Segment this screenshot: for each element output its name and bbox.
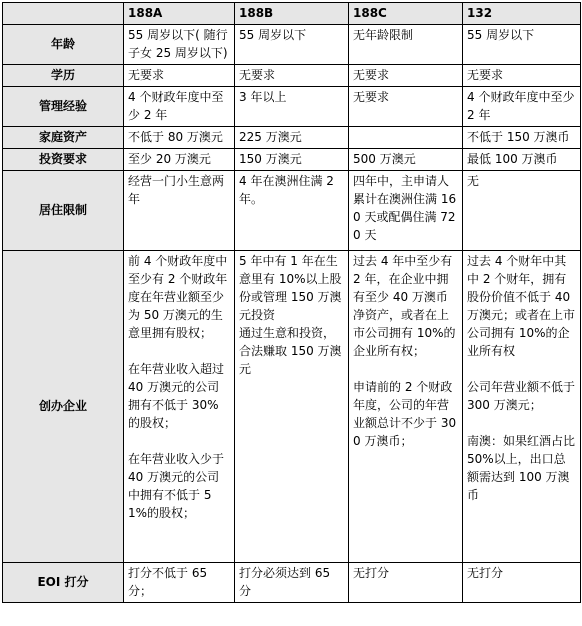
cell-eoi-188a: 打分不低于 65 分； bbox=[124, 563, 235, 603]
row-education bbox=[3, 65, 581, 87]
cell-assets-188a: 不低于 80 万澳元 bbox=[124, 127, 235, 149]
cell-residence-188b: 4 年在澳洲住满 2 年。 bbox=[235, 171, 349, 251]
cell-business-132: 过去 4 个财年中其中 2 个财年，拥有股份价值不低于 40 万澳元；或者在上市公司拥有 10%的企业所有权 公司年营业额不低于 300 万澳元； 南澳：如果红酒占比 50%以上，出口总额需达到 100 万澳币 bbox=[463, 251, 581, 563]
cell-education-188a: 无要求 bbox=[124, 65, 235, 87]
cell-eoi-188c: 无打分 bbox=[349, 563, 463, 603]
header-188a: 188A bbox=[124, 3, 235, 25]
label-education: 学历 bbox=[3, 65, 124, 87]
cell-education-132: 无要求 bbox=[463, 65, 581, 87]
row-business bbox=[3, 251, 581, 563]
visa-comparison-table bbox=[2, 2, 581, 603]
header-188c: 188C bbox=[349, 3, 463, 25]
row-residence bbox=[3, 171, 581, 251]
cell-residence-132: 无 bbox=[463, 171, 581, 251]
header-132: 132 bbox=[463, 3, 581, 25]
cell-business-188c: 过去 4 年中至少有 2 年，在企业中拥有至少 40 万澳币净资产，或者在上市公司拥有 10%的企业所有权； 申请前的 2 个财政年度，公司的年营业额总计不少于 300 万澳币； bbox=[349, 251, 463, 563]
label-investment: 投资要求 bbox=[3, 149, 124, 171]
label-assets: 家庭资产 bbox=[3, 127, 124, 149]
cell-age-188b: 55 周岁以下 bbox=[235, 25, 349, 65]
label-age: 年龄 bbox=[3, 25, 124, 65]
row-age bbox=[3, 25, 581, 65]
row-experience bbox=[3, 87, 581, 127]
cell-investment-188a: 至少 20 万澳元 bbox=[124, 149, 235, 171]
row-assets bbox=[3, 127, 581, 149]
cell-experience-188a: 4 个财政年度中至少 2 年 bbox=[124, 87, 235, 127]
cell-business-188b: 5 年中有 1 年在生意里有 10%以上股份或管理 150 万澳元投资 通过生意和投资，合法赚取 150 万澳元 bbox=[235, 251, 349, 563]
row-eoi bbox=[3, 563, 581, 603]
cell-age-188c: 无年龄限制 bbox=[349, 25, 463, 65]
label-experience: 管理经验 bbox=[3, 87, 124, 127]
cell-experience-132: 4 个财政年度中至少 2 年 bbox=[463, 87, 581, 127]
label-business: 创办企业 bbox=[3, 251, 124, 563]
cell-age-188a: 55 周岁以下( 随行子女 25 周岁以下) bbox=[124, 25, 235, 65]
cell-experience-188c: 无要求 bbox=[349, 87, 463, 127]
header-188b: 188B bbox=[235, 3, 349, 25]
cell-assets-132: 不低于 150 万澳币 bbox=[463, 127, 581, 149]
cell-experience-188b: 3 年以上 bbox=[235, 87, 349, 127]
row-investment bbox=[3, 149, 581, 171]
cell-education-188c: 无要求 bbox=[349, 65, 463, 87]
cell-age-132: 55 周岁以下 bbox=[463, 25, 581, 65]
cell-investment-188b: 150 万澳元 bbox=[235, 149, 349, 171]
cell-education-188b: 无要求 bbox=[235, 65, 349, 87]
label-residence: 居住限制 bbox=[3, 171, 124, 251]
cell-business-188a: 前 4 个财政年度中至少有 2 个财政年度在年营业额至少为 50 万澳元的生意里拥有股权； 在年营业收入超过 40 万澳元的公司拥有不低于 30%的股权； 在年营业收入少于 40 万澳元的公司中拥有不低于 51%的股权； bbox=[124, 251, 235, 563]
cell-assets-188b: 225 万澳元 bbox=[235, 127, 349, 149]
cell-residence-188c: 四年中，主申请人累计在澳洲住满 160 天或配偶住满 720 天 bbox=[349, 171, 463, 251]
cell-eoi-132: 无打分 bbox=[463, 563, 581, 603]
cell-investment-188c: 500 万澳元 bbox=[349, 149, 463, 171]
cell-investment-132: 最低 100 万澳币 bbox=[463, 149, 581, 171]
header-corner bbox=[3, 3, 124, 25]
cell-eoi-188b: 打分必须达到 65 分 bbox=[235, 563, 349, 603]
cell-assets-188c bbox=[349, 127, 463, 149]
cell-residence-188a: 经营一门小生意两年 bbox=[124, 171, 235, 251]
label-eoi: EOI 打分 bbox=[3, 563, 124, 603]
header-row bbox=[3, 3, 581, 25]
